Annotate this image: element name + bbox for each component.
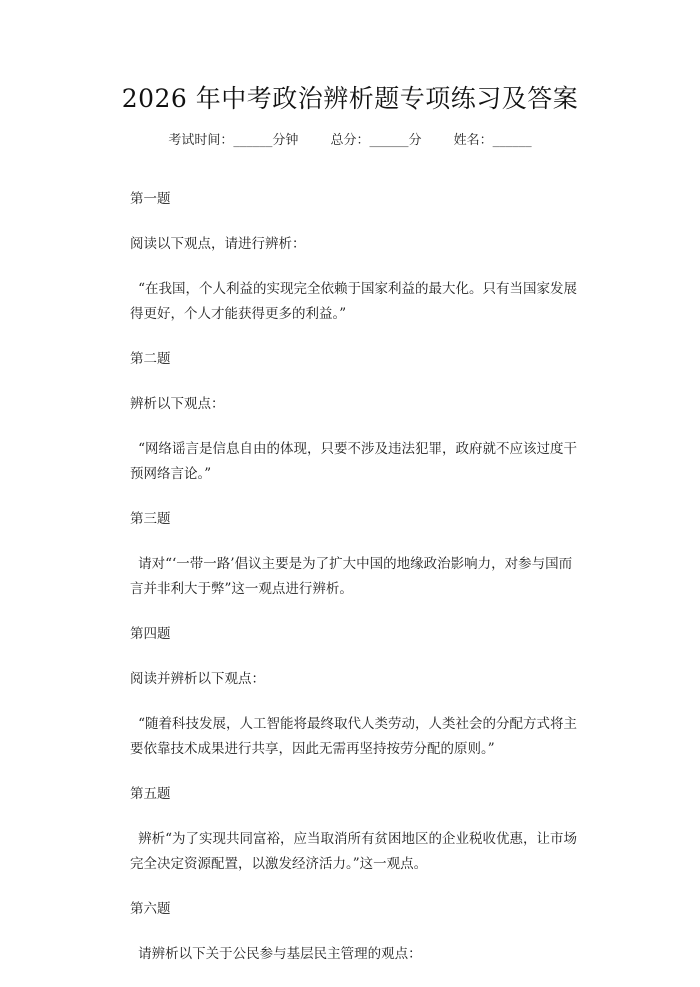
document-title: 2026 年中考政治辨析题专项练习及答案 [121, 84, 579, 113]
question-heading: 第一题 [130, 191, 171, 207]
question-heading: 第六题 [130, 901, 171, 917]
exam-meta-line [0, 131, 700, 151]
question-prompt: 阅读并辨析以下观点： [130, 671, 265, 687]
question-4 [130, 622, 585, 762]
student-name-field: 姓名：______ [453, 133, 532, 148]
question-statement: 请辨析以下关于公民参与基层民主管理的观点： [138, 946, 422, 962]
question-1 [130, 187, 585, 327]
question-6 [130, 897, 585, 967]
question-list [130, 187, 585, 987]
question-heading: 第四题 [130, 626, 171, 642]
total-score-field: 总分：______分 [330, 133, 422, 148]
question-statement: “网络谣言是信息自由的体现，只要不涉及违法犯罪，政府就不应该过度干预网络言论。” [130, 441, 577, 482]
question-statement: 请对“‘一带一路’倡议主要是为了扩大中国的地缘政治影响力，对参与国而言并非利大于弊”这一观点进行辨析。 [130, 556, 573, 597]
question-heading: 第二题 [130, 351, 171, 367]
question-prompt: 阅读以下观点，请进行辨析： [130, 236, 306, 252]
question-3 [130, 507, 585, 602]
question-heading: 第五题 [130, 786, 171, 802]
question-statement: “随着科技发展，人工智能将最终取代人类劳动，人类社会的分配方式将主要依靠技术成果进行共享，因此无需再坚持按劳分配的原则。” [130, 716, 577, 757]
exam-time-field: 考试时间：______分钟 [168, 133, 299, 148]
question-5 [130, 782, 585, 877]
question-statement: 辨析“为了实现共同富裕，应当取消所有贫困地区的企业税收优惠，让市场完全决定资源配置，以激发经济活力。”这一观点。 [130, 831, 577, 872]
question-2 [130, 347, 585, 487]
question-statement: “在我国，个人利益的实现完全依赖于国家利益的最大化。只有当国家发展得更好，个人才能获得更多的利益。” [130, 281, 577, 322]
question-prompt: 辨析以下观点： [130, 396, 225, 412]
question-heading: 第三题 [130, 511, 171, 527]
